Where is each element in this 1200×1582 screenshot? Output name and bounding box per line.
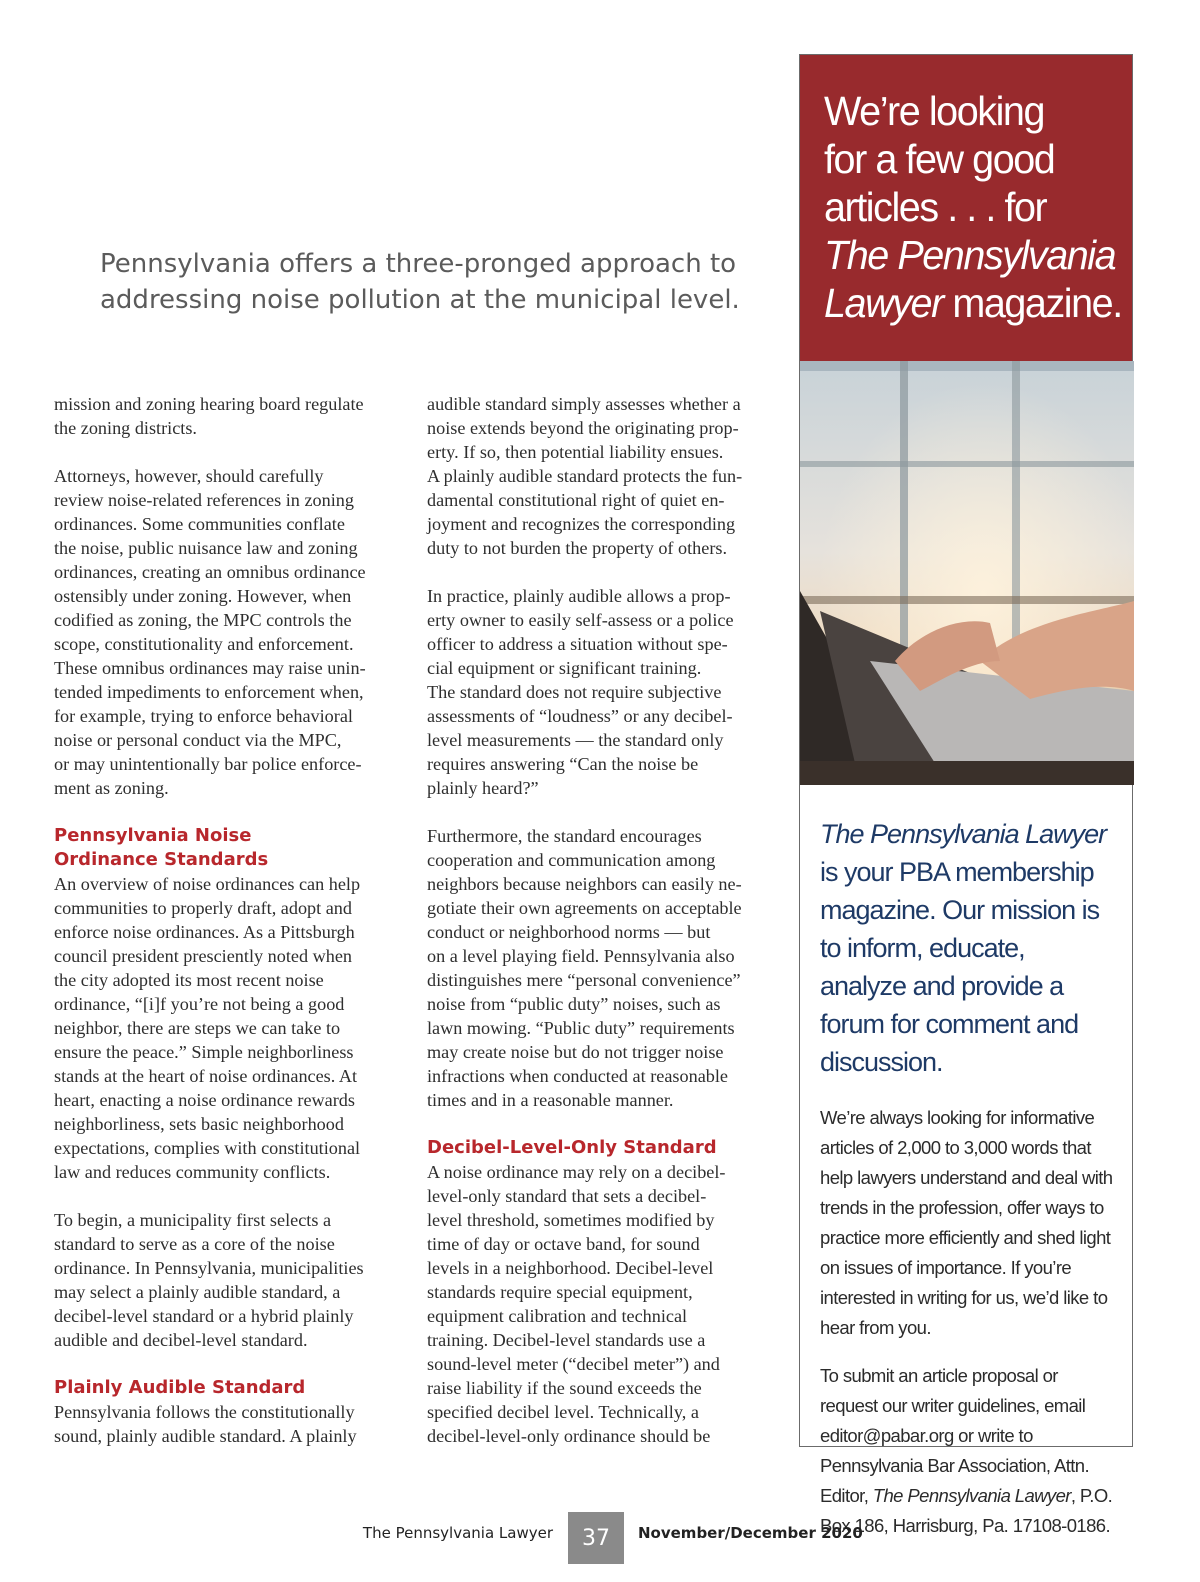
ad-headline-magazine-name: Lawyer (824, 280, 943, 326)
ad-headline (800, 55, 1132, 361)
ad-headline-line: magazine. (942, 280, 1122, 326)
paragraph: mission and zoning hearing board regulate the zoning districts. (54, 394, 364, 438)
ad-magazine-name: The Pennsylvania Lawyer (872, 1485, 1071, 1506)
section-heading: Decibel-Level-Only Standard (427, 1137, 717, 1158)
ad-submission-text: To submit an article proposal or request our writer guidelines, email editor@pabar.org or write to Pennsylvania Bar Association, Attn. Editor, The Pennsylvania Lawyer, P.O. Box 186, Harrisburg, Pa. 17108-0186. (820, 1365, 1113, 1536)
paragraph: An overview of noise ordinances can help communities to properly draft, adopt and enforce noise ordinances. As a Pittsburgh council president presciently noted when the city adopted its most recent noise ordinance, “[i]f you’re not being a good neighbor, there are steps we can take to ensure the peace.” Simple neighborliness stands at the heart of noise ordinances. At heart, enacting a noise ordinance rewards neighborliness, sets basic neighborhood expectations, complies with constitutional law and reduces community conflicts. (54, 874, 361, 1182)
paragraph: Furthermore, the standard encourages cooperation and communication among neighbors because neighbors can easily ne- gotiate their own agreements on acceptable conduct or neighborhood norms — but on a level playing field. Pennsylvania also distinguishes mere “personal convenience” noise from “public duty” noises, such as lawn mowing. “Public duty” requirements may create noise but do not trigger noise infractions when conducted at reasonable times and in a reasonable manner. (427, 826, 742, 1110)
ad-magazine-name: The Pennsylvania Lawyer (820, 819, 1107, 849)
footer-publication: The Pennsylvania Lawyer (362, 1524, 553, 1542)
article-column-right (427, 392, 773, 1472)
ad-headline-magazine-name: The Pennsylvania (824, 232, 1116, 278)
ad-headline-line: We’re looking (824, 88, 1045, 134)
paragraph: In practice, plainly audible allows a prop- erty owner to easily self-assess or a police officer to address a situation without spe- cial equipment or significant training. The standard does not require subjective assessments of “loudness” or any decibel- level measurements — the standard only requires answering “Can the noise be plainly heard?” (427, 586, 734, 798)
call-for-articles-ad (799, 54, 1133, 1536)
laptop-typing-photo (800, 361, 1132, 785)
ad-mission-text: is your PBA membership magazine. Our mission is to inform, educate, analyze and provide a forum for comment and discussion. (820, 857, 1100, 1077)
paragraph: Pennsylvania follows the constitutionally sound, plainly audible standard. A plainly (54, 1402, 357, 1446)
paragraph: A noise ordinance may rely on a decibel- level-only standard that sets a decibel- level threshold, sometimes modified by time of day or octave band, for sound levels in a neighborhood. Decibel-level standards require special equipment, equipment calibration and technical training. Decibel-level standards use a sound-level meter (“decibel meter”) and raise liability if the sound exceeds the specified decibel level. Technically, a decibel-level-only ordinance should be (427, 1162, 726, 1446)
paragraph: audible standard simply assesses whether a noise extends beyond the originating prop- erty. If so, then potential liability ensues. A plainly audible standard protects the fun- damental constitutional right of quiet en- joyment and recognizes the corresponding duty to not burden the property of others. (427, 394, 743, 558)
page-footer (0, 1512, 1200, 1564)
section-heading: Pennsylvania Noise Ordinance Standards (54, 825, 269, 870)
article-column-left (54, 392, 400, 1472)
ad-invitation-text: We’re always looking for informative articles of 2,000 to 3,000 words that help lawyers understand and deal with trends in the profession, offer ways to practice more efficiently and shed light on issues of importance. If you’re interested in writing for us, we’d like to hear from you. (820, 1107, 1113, 1338)
paragraph: Attorneys, however, should carefully review noise-related references in zoning ordinances. Some communities conflate the noise, public nuisance law and zoning ordinances, creating an omnibus ordinance ostensibly under zoning. However, when codified as zoning, the MPC controls the scope, constitutionality and enforcement. These omnibus ordinances may raise unin- tended impediments to enforcement when, for example, trying to enforce behavioral noise or personal conduct via the MPC, or may unintentionally bar police enforce- ment as zoning. (54, 466, 366, 798)
section-heading: Plainly Audible Standard (54, 1377, 306, 1398)
footer-issue-date: November/December 2020 (638, 1524, 863, 1542)
ad-lead-text (820, 815, 1114, 1081)
ad-headline-line: for a few good (824, 136, 1055, 182)
ad-body (800, 785, 1132, 1541)
page-number: 37 (568, 1512, 624, 1564)
pull-quote: Pennsylvania offers a three-pronged approach to addressing noise pollution at the municipal level. (100, 249, 740, 315)
ad-headline-line: articles . . . for (824, 184, 1047, 230)
paragraph: To begin, a municipality first selects a standard to serve as a core of the noise ordinance. In Pennsylvania, municipalities may select a plainly audible standard, a decibel-level standard or a hybrid plainly audible and decibel-level standard. (54, 1210, 364, 1350)
